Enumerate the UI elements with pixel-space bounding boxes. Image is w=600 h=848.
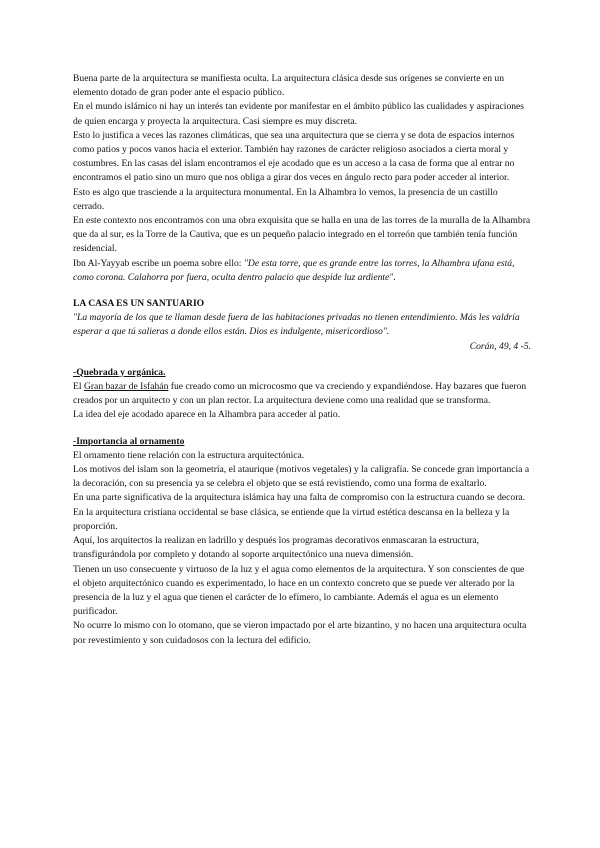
ornamento-paragraph-6: No ocurre lo mismo con lo otomano, que se vieron impactado por el arte bizantino, y no hacen una arquitectura oculta por revestimiento y son cuidadosos con la lectura del edificio. — [73, 620, 527, 646]
intro-paragraph-3: Esto lo justifica a veces las razones climáticas, que sea una arquitectura que se cierra y se dota de espacios internos como patios y pocos vanos hacia el exterior. También hay razones de carácter religioso asociados a cierta moral y costumbres. En las casas del islam encontramos el eje acodado que es un acceso a la casa de forma que al entrar no encontramos el patio sino un muro que nos obliga a girar dos veces en ángulo recto para poder acceder al interior. — [73, 129, 515, 184]
section-title-quebrada: -Quebrada y orgánica. — [73, 366, 166, 378]
gran-bazar-link[interactable]: Gran bazar de Isfahán — [83, 381, 169, 393]
intro-paragraph-6 — [73, 257, 531, 285]
section-title-ornamento: -Importancia al ornamento — [73, 435, 185, 447]
document-page — [73, 72, 531, 648]
quebrada-paragraph-2: La idea del eje acodado aparece en la Alhambra para acceder al patio. — [73, 409, 341, 421]
ornamento-paragraph-3: En una parte significativa de la arquitectura islámica hay una falta de compromiso con la estructura cuando se decora. En la arquitectura cristiana occidental se base clásica, se entiende que la virtud estética descansa en la belleza y la proporción. — [73, 492, 526, 532]
ornamento-paragraph-4: Aquí, los arquitectos la realizan en ladrillo y después los programas decorativos enmascaran la estructura, transfigurándola por completo y dotando al soporte arquitectónico una nueva dimensión. — [73, 535, 479, 561]
quebrada-text: fue creado como un microcosmo que va creciendo y expandiéndose. Hay bazares que fueron creados por un arquitecto y con un plan rector. La arquitectura deviene como una realidad que se transforma. — [73, 381, 527, 407]
coran-citation: Corán, 49, 4 -5. — [469, 340, 531, 352]
quebrada-paragraph-1 — [73, 380, 531, 408]
ornamento-paragraph-1: El ornamento tiene relación con la estructura arquitectónica. — [73, 449, 305, 461]
intro-paragraph-4: Esto es algo que trasciende a la arquitectura monumental. En la Alhambra lo vemos, la presencia de un castillo cerrado. — [73, 186, 498, 212]
poem-quote: "De esta torre, que es grande entre las torres, la Alhambra ufana está, como corona. Calahorra por fuera, oculta dentro palacio que despide luz ardiente". — [73, 257, 515, 283]
ornamento-paragraph-2: Los motivos del islam son la geometría, el ataurique (motivos vegetales) y la caligrafía. Se concede gran importancia a la decoración, con su presencia ya se celebra el objeto que se está revistiendo, como una forma de exaltarlo. — [73, 464, 530, 490]
section-title-santuario: LA CASA ES UN SANTUARIO — [73, 298, 205, 310]
intro-paragraph-1: Buena parte de la arquitectura se manifiesta oculta. La arquitectura clásica desde sus orígenes se convierte en un elemento dotado de gran poder ante el espacio público. — [73, 73, 504, 99]
coran-quote: "La mayoría de los que te llaman desde fuera de las habitaciones privadas no tienen entendimiento. Más les valdría esperar a que tú salieras a donde ellos están. Dios es indulgente, misericordioso". — [73, 312, 520, 338]
intro-paragraph-2: En el mundo islámico ni hay un interés tan evidente por manifestar en el ámbito público las cualidades y aspiraciones de quien encarga y proyecta la arquitectura. Casi siempre es muy discreta. — [73, 101, 525, 127]
poem-intro: Ibn Al-Yayyab escribe un poema sobre ello: — [73, 257, 244, 269]
quebrada-prefix: El — [73, 381, 84, 393]
intro-paragraph-5: En este contexto nos encontramos con una obra exquisita que se halla en una de las torres de la muralla de la Alhambra que da al sur, es la Torre de la Cautiva, que es un pequeño palacio integrado en el torreón que también tenía función residencial. — [73, 215, 531, 255]
ornamento-paragraph-5: Tienen un uso consecuente y virtuoso de la luz y el agua como elementos de la arquitectura. Y son conscientes de que el objeto arquitectónico cuando es experimentado, lo hace en un contexto concreto que se puede ver alterado por la presencia de la luz y el agua que tienen el carácter de lo efímero, lo cambiante. Además el agua es un elemento purificador. — [73, 563, 525, 618]
